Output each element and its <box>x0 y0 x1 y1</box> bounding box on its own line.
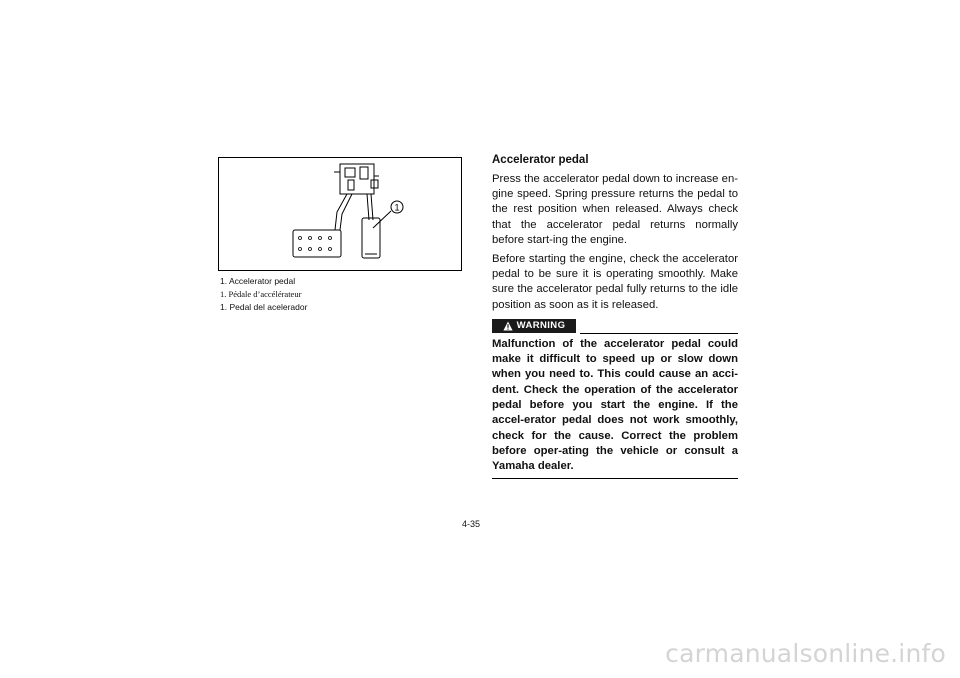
warning-text: Malfunction of the accelerator pedal could make it difficult to speed up or slow down when you need to. This could cause an acci-dent. Check the operation of the accelerator pedal before you start the engine. If the accel-erator pedal does not work smoothly, check for the cause. Correct the problem before oper-ating the vehicle or consult a Yamaha dealer. <box>492 337 738 479</box>
section-title: Accelerator pedal <box>492 154 589 166</box>
accelerator-pedal-figure <box>218 157 462 271</box>
warning-label: WARNING <box>516 319 566 331</box>
watermark: carmanualsonline.info <box>665 639 946 668</box>
pedal-pad-holes <box>299 237 332 251</box>
caption-french: 1. Pédale d’accélérateur <box>220 289 302 299</box>
warning-badge <box>492 319 576 333</box>
page-number: 4-35 <box>462 519 481 529</box>
accelerator-arm <box>367 194 369 220</box>
warning-rule <box>580 333 738 334</box>
accelerator-pedal-illustration <box>219 158 461 270</box>
paragraph-1: Press the accelerator pedal down to increase en-gine speed. Spring pressure returns the pedal to the rest position when released. Always check that the accelerator pedal returns normally before start-ing the engine. <box>492 173 738 246</box>
callout-leader <box>373 211 391 228</box>
warning-triangle-icon <box>503 321 513 331</box>
figure-captions <box>220 276 464 315</box>
paragraph-2: Before starting the engine, check the accelerator pedal to be sure it is operating smoothly. Make sure the accelerator pedal fully returns to the idle position as soon as it is released. <box>492 253 738 311</box>
warning-header <box>492 319 738 334</box>
brake-pedal-pad <box>293 230 341 257</box>
caption-english: 1. Accelerator pedal <box>220 276 296 286</box>
caption-spanish: 1. Pedal del acelerador <box>220 302 308 312</box>
callout-number: 1 <box>394 202 400 213</box>
accelerator-section <box>492 153 738 479</box>
